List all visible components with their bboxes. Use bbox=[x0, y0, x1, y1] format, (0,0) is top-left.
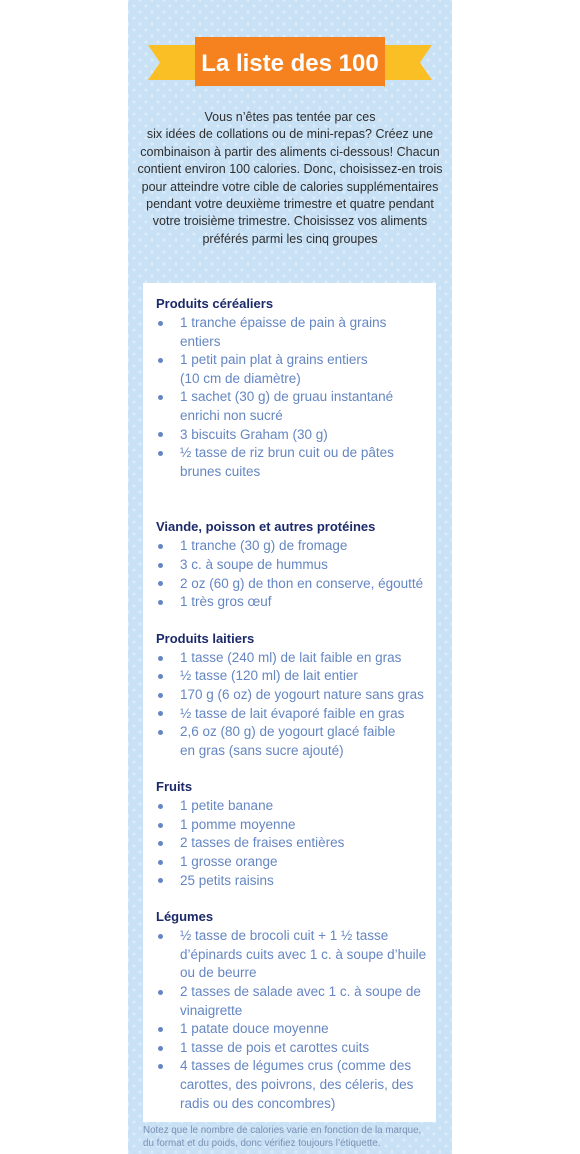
intro-text bbox=[128, 109, 452, 248]
food-item-line: vinaigrette bbox=[180, 1002, 243, 1018]
footnote-line: Notez que le nombre de calories varie en fonction de la marque, bbox=[143, 1125, 422, 1136]
bullet-icon bbox=[158, 674, 163, 679]
food-item-line: 1 sachet (30 g) de gruau instantané bbox=[180, 389, 394, 405]
food-item-line: ½ tasse (120 ml) de lait entier bbox=[180, 668, 358, 684]
food-item-line: 1 très gros œuf bbox=[180, 594, 272, 610]
food-item bbox=[156, 834, 430, 853]
title-ribbon-banner bbox=[128, 30, 452, 94]
bullet-icon bbox=[158, 804, 163, 809]
bullet-icon bbox=[158, 563, 163, 568]
bullet-icon bbox=[158, 841, 163, 846]
food-item-list bbox=[156, 314, 430, 481]
intro-line: votre troisième trimestre. Choisissez vos aliments bbox=[152, 214, 428, 229]
food-item-line: 2 oz (60 g) de thon en conserve, égoutté bbox=[180, 575, 424, 591]
food-groups-card bbox=[143, 283, 436, 1122]
bullet-icon bbox=[158, 1064, 163, 1069]
food-item-line: 1 petite banane bbox=[180, 798, 274, 814]
food-item-line: ½ tasse de lait évaporé faible en gras bbox=[180, 705, 405, 721]
food-item bbox=[156, 1039, 430, 1058]
bullet-icon bbox=[158, 730, 163, 735]
food-group-section bbox=[156, 907, 430, 1113]
food-item-line: 1 tranche (30 g) de fromage bbox=[180, 538, 348, 554]
food-item-line: 4 tasses de légumes crus (comme des bbox=[180, 1058, 412, 1074]
food-item-line: 1 grosse orange bbox=[180, 854, 278, 870]
food-item-line: 1 tasse (240 ml) de lait faible en gras bbox=[180, 649, 402, 665]
infographic-column bbox=[128, 0, 452, 1154]
food-group-section bbox=[156, 517, 430, 611]
bullet-icon bbox=[158, 823, 163, 828]
bullet-icon bbox=[158, 395, 163, 400]
bullet-icon bbox=[158, 600, 163, 605]
food-group-heading: Légumes bbox=[156, 909, 214, 925]
food-item bbox=[156, 426, 430, 445]
food-item-line: radis ou des concombres) bbox=[180, 1095, 336, 1111]
food-item-line: carottes, des poivrons, des céleris, des bbox=[180, 1077, 414, 1092]
food-item bbox=[156, 872, 430, 891]
intro-line: pour atteindre votre cible de calories supplémentaires bbox=[141, 179, 439, 194]
food-item-line: enrichi non sucré bbox=[180, 407, 283, 423]
food-item-line: 1 tasse de pois et carottes cuits bbox=[180, 1039, 370, 1055]
food-item bbox=[156, 575, 430, 594]
food-item bbox=[156, 1020, 430, 1039]
intro-line: six idées de collations ou de mini-repas? Créez une bbox=[146, 127, 434, 142]
food-item bbox=[156, 983, 430, 1020]
bullet-icon bbox=[158, 321, 163, 326]
food-item-line: entiers bbox=[180, 333, 221, 349]
bullet-icon bbox=[158, 451, 163, 456]
bullet-icon bbox=[158, 656, 163, 661]
food-item-line: en gras (sans sucre ajouté) bbox=[180, 742, 344, 758]
food-item-list bbox=[156, 537, 430, 611]
food-item bbox=[156, 388, 430, 425]
bullet-icon bbox=[158, 990, 163, 995]
food-item-line: 3 biscuits Graham (30 g) bbox=[180, 426, 328, 442]
intro-line: contient environ 100 calories. Donc, choisissez-en trois bbox=[137, 162, 443, 177]
footnote-line: du format et du poids, donc vérifiez toujours l’étiquette. bbox=[143, 1138, 381, 1149]
bullet-icon bbox=[158, 432, 163, 437]
food-item bbox=[156, 537, 430, 556]
food-item-line: 1 pomme moyenne bbox=[180, 816, 296, 832]
food-item-line: 2 tasses de fraises entières bbox=[180, 835, 345, 851]
food-group-section bbox=[156, 629, 430, 761]
food-item bbox=[156, 705, 430, 724]
food-group-heading: Produits céréaliers bbox=[156, 296, 274, 311]
food-item bbox=[156, 314, 430, 351]
food-item bbox=[156, 649, 430, 668]
food-item-line: 3 c. à soupe de hummus bbox=[180, 556, 328, 572]
intro-line: combinaison à partir des aliments ci-dessous! Chacun bbox=[140, 144, 440, 159]
food-item bbox=[156, 593, 430, 612]
food-item bbox=[156, 853, 430, 872]
food-item-line: d’épinards cuits avec 1 c. à soupe d’huile bbox=[180, 946, 427, 962]
food-group-heading: Fruits bbox=[156, 779, 193, 795]
food-item-line: 2,6 oz (80 g) de yogourt glacé faible bbox=[180, 724, 396, 740]
bullet-icon bbox=[158, 711, 163, 716]
bullet-icon bbox=[158, 581, 163, 586]
food-item bbox=[156, 556, 430, 575]
food-group-section bbox=[156, 294, 430, 481]
bullet-icon bbox=[158, 1046, 163, 1051]
food-item bbox=[156, 686, 430, 705]
food-item-line: 25 petits raisins bbox=[180, 872, 274, 888]
bullet-icon bbox=[158, 544, 163, 549]
bullet-icon bbox=[158, 693, 163, 698]
food-item-line: (10 cm de diamètre) bbox=[180, 370, 301, 386]
food-item bbox=[156, 1057, 430, 1113]
food-item bbox=[156, 816, 430, 835]
bullet-icon bbox=[158, 358, 163, 363]
bullet-icon bbox=[158, 934, 163, 939]
food-item-list bbox=[156, 797, 430, 890]
food-item bbox=[156, 667, 430, 686]
food-item bbox=[156, 797, 430, 816]
food-group-section bbox=[156, 777, 430, 890]
food-item-line: ½ tasse de brocoli cuit + 1 ½ tasse bbox=[180, 928, 389, 944]
food-item bbox=[156, 723, 430, 760]
food-group-heading: Viande, poisson et autres protéines bbox=[156, 519, 376, 535]
footnote bbox=[143, 1124, 421, 1150]
food-item-list bbox=[156, 649, 430, 761]
food-item-list bbox=[156, 927, 430, 1113]
food-item bbox=[156, 351, 430, 388]
bullet-icon bbox=[158, 1027, 163, 1032]
food-item bbox=[156, 444, 430, 481]
food-item-line: 2 tasses de salade avec 1 c. à soupe de bbox=[180, 984, 421, 1000]
bullet-icon bbox=[158, 878, 163, 883]
food-item-line: brunes cuites bbox=[180, 463, 261, 479]
page-title: La liste des 100 bbox=[201, 50, 379, 77]
intro-line: préférés parmi les cinq groupes bbox=[202, 231, 378, 246]
food-item-line: 1 patate douce moyenne bbox=[180, 1021, 329, 1037]
food-item-line: 170 g (6 oz) de yogourt nature sans gras bbox=[180, 686, 424, 702]
intro-line: pendant votre deuxième trimestre et quatre pendant bbox=[146, 197, 434, 212]
food-item-line: ½ tasse de riz brun cuit ou de pâtes bbox=[180, 445, 394, 461]
intro-line: Vous n’êtes pas tentée par ces bbox=[204, 110, 376, 124]
food-item-line: 1 tranche épaisse de pain à grains bbox=[180, 315, 387, 330]
food-item bbox=[156, 927, 430, 983]
food-group-heading: Produits laitiers bbox=[156, 630, 255, 646]
bullet-icon bbox=[158, 860, 163, 865]
food-item-line: ou de beurre bbox=[180, 965, 257, 981]
food-item-line: 1 petit pain plat à grains entiers bbox=[180, 352, 368, 368]
